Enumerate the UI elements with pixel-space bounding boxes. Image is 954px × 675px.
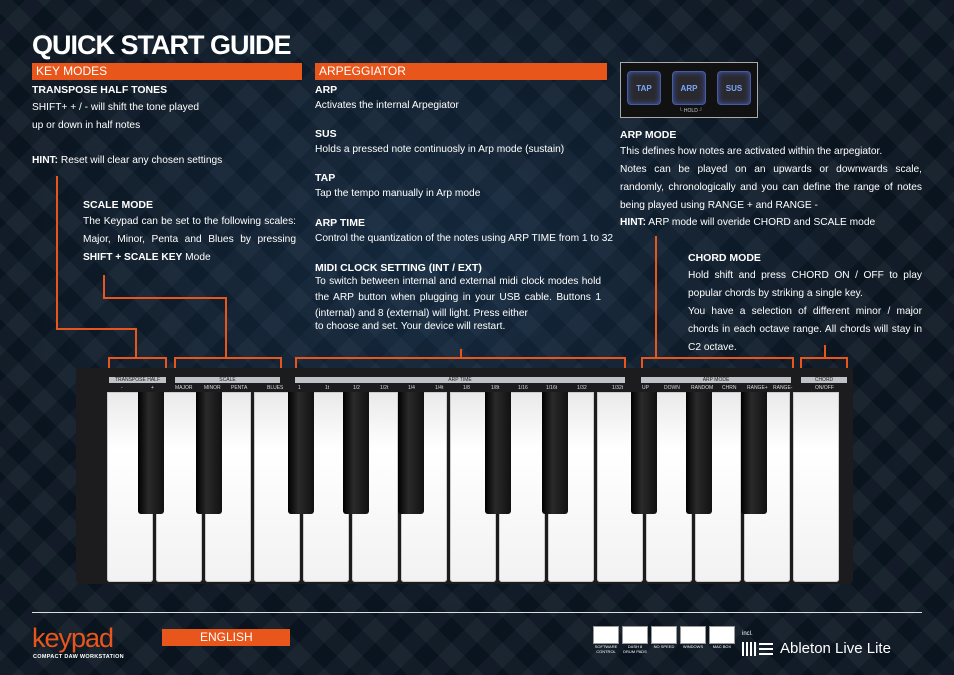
- arp-mode-text2: Notes can be played on an upwards or downwards scale, randomly, chronologically and you can define the range of notes being played using RANGE + and RANGE -: [620, 164, 922, 211]
- black-key[interactable]: [343, 392, 369, 514]
- scale-penta-label: PENTA: [231, 385, 248, 391]
- black-key[interactable]: [631, 392, 657, 514]
- sus-title: SUS: [315, 128, 337, 140]
- arp-time-title: ARP TIME: [315, 217, 365, 229]
- midi-clock-text-2: to choose and set. Your device will restart.: [315, 321, 506, 332]
- sus-text: Holds a pressed note continuosly in Arp mode (sustain): [315, 144, 565, 155]
- black-key[interactable]: [196, 392, 222, 514]
- arpmode-range-minus: RANGE-: [773, 385, 793, 391]
- arp-mode-hint: [620, 214, 875, 232]
- arptime-1-4t: 1/4t: [435, 385, 444, 391]
- function-label-strip: [107, 374, 832, 392]
- scale-text-a: The Keypad can be set to the following scales: Major, Minor, Penta and Blues by pressing: [83, 216, 296, 245]
- arp-mode-title: ARP MODE: [620, 129, 677, 141]
- scale-text: [83, 213, 296, 267]
- language-bar: ENGLISH: [162, 629, 290, 646]
- usb-icon: [651, 626, 677, 644]
- chord-mode-text1: Hold shift and press CHORD ON / OFF to play popular chords by striking a single key.: [688, 270, 922, 299]
- arpmode-group-label: ARP MODE: [641, 377, 791, 383]
- transpose-minus-label: -: [121, 385, 123, 391]
- arp-title: ARP: [315, 84, 338, 96]
- arptime-1t: 1t: [325, 385, 330, 391]
- feature-drum-pads: [622, 626, 648, 652]
- key-modes-hint: [32, 152, 222, 170]
- arp-button[interactable]: ARP: [672, 71, 706, 105]
- tap-button[interactable]: TAP: [627, 71, 661, 105]
- arptime-1: 1: [298, 385, 301, 391]
- black-key[interactable]: [686, 392, 712, 514]
- feature-label: SOFTWARE CONTROL: [594, 644, 618, 654]
- sus-button[interactable]: SUS: [717, 71, 751, 105]
- feature-label: NO SPEED: [653, 644, 675, 649]
- arp-time-text: Control the quantization of the notes using ARP TIME from 1 to 32: [315, 233, 614, 244]
- keypad-logo: keypad: [32, 623, 114, 653]
- hint-label: HINT:: [32, 155, 59, 166]
- arptime-1-4: 1/4: [408, 385, 415, 391]
- transpose-group-label: TRANSPOSE HALF TONES: [109, 377, 166, 383]
- arp-hint-label: HINT:: [620, 217, 647, 228]
- midi-clock-text: To switch between internal and external midi clock modes hold the ARP button when plugging in your USB cable. Buttons 1 (internal) and 8 (external) will light. Press either: [315, 276, 601, 319]
- arp-mode-text1: This defines how notes are activated within the arpegiator.: [620, 146, 883, 157]
- scale-text-b: Mode: [182, 252, 211, 263]
- ableton-logo-icon: [742, 642, 774, 656]
- midi-clock-title: MIDI CLOCK SETTING (INT / EXT): [315, 262, 482, 274]
- feature-mac: [709, 626, 735, 652]
- arpmode-random: RANDOM: [691, 385, 714, 391]
- arptime-1-8t: 1/8t: [491, 385, 500, 391]
- key-modes-bar: KEY MODES: [32, 63, 302, 80]
- chord-mode-text2: You have a selection of different minor / major chords in each octave range. All chords will stay in C2 octave.: [688, 306, 922, 353]
- white-key[interactable]: [793, 392, 839, 582]
- arptime-1-32t: 1/32t: [612, 385, 624, 391]
- transpose-line1: SHIFT+ + / - will shift the tone played: [32, 102, 200, 113]
- keyboard: [76, 368, 853, 584]
- black-key[interactable]: [542, 392, 568, 514]
- transpose-plus-label: +: [151, 385, 154, 391]
- chord-onoff: ON/OFF: [815, 385, 834, 391]
- transpose-line2: up or down in half notes: [32, 120, 141, 131]
- monitor-icon: [709, 626, 735, 644]
- hold-label: └ HOLD ┘: [679, 108, 703, 114]
- page-title: QUICK START GUIDE: [32, 30, 291, 60]
- black-key[interactable]: [741, 392, 767, 514]
- incl-label: incl.: [742, 631, 753, 637]
- scale-blues-label: BLUES: [267, 385, 284, 391]
- scale-title: SCALE MODE: [83, 199, 154, 211]
- arptime-1-2t: 1/2t: [380, 385, 389, 391]
- pads-icon: [622, 626, 648, 644]
- arptime-group-label: ARP TIME: [295, 377, 625, 383]
- arptime-1-32: 1/32: [577, 385, 587, 391]
- arp-hint-text: ARP mode will overide CHORD and SCALE mode: [646, 217, 876, 228]
- scale-minor-label: MINOR: [204, 385, 221, 391]
- feature-label: DASH 8 DRUM PADS: [623, 644, 647, 654]
- footer-divider: [32, 612, 922, 613]
- scale-group-label: SCALE: [175, 377, 280, 383]
- arptime-1-16t: 1/16t: [546, 385, 558, 391]
- laptop-icon: [593, 626, 619, 644]
- arptime-1-16: 1/16: [518, 385, 528, 391]
- feature-label: MAC BOX: [712, 644, 732, 649]
- arp-text: Activates the internal Arpegiator: [315, 100, 459, 111]
- windows-icon: [680, 626, 706, 644]
- black-key[interactable]: [485, 392, 511, 514]
- arptime-1-8: 1/8: [463, 385, 470, 391]
- arpmode-range-plus: RANGE+: [747, 385, 768, 391]
- chord-group-label: CHORD: [801, 377, 847, 383]
- arpeggiator-bar: ARPEGGIATOR: [315, 63, 607, 80]
- arpmode-up: UP: [642, 385, 649, 391]
- feature-speed: [651, 626, 677, 652]
- scale-bold: SHIFT + SCALE KEY: [83, 252, 183, 263]
- feature-label: WINDOWS: [682, 644, 704, 649]
- black-key[interactable]: [138, 392, 164, 514]
- transpose-title: TRANSPOSE HALF TONES: [32, 84, 168, 96]
- logo-subtitle: COMPACT DAW WORKSTATION: [33, 654, 124, 660]
- hint-text: Reset will clear any chosen settings: [58, 155, 223, 166]
- arptime-1-2: 1/2: [353, 385, 360, 391]
- arp-buttons-illustration: [620, 62, 758, 118]
- arpmode-down: DOWN: [664, 385, 680, 391]
- tap-title: TAP: [315, 172, 336, 184]
- black-key[interactable]: [398, 392, 424, 514]
- chord-mode-title: CHORD MODE: [688, 252, 761, 264]
- feature-software-control: [593, 626, 619, 652]
- tap-text: Tap the tempo manually in Arp mode: [315, 188, 481, 199]
- arpmode-chrn: CHRN: [722, 385, 737, 391]
- black-key[interactable]: [288, 392, 314, 514]
- feature-windows: [680, 626, 706, 652]
- ableton-label: Ableton Live Lite: [780, 640, 891, 657]
- scale-major-label: MAJOR: [175, 385, 193, 391]
